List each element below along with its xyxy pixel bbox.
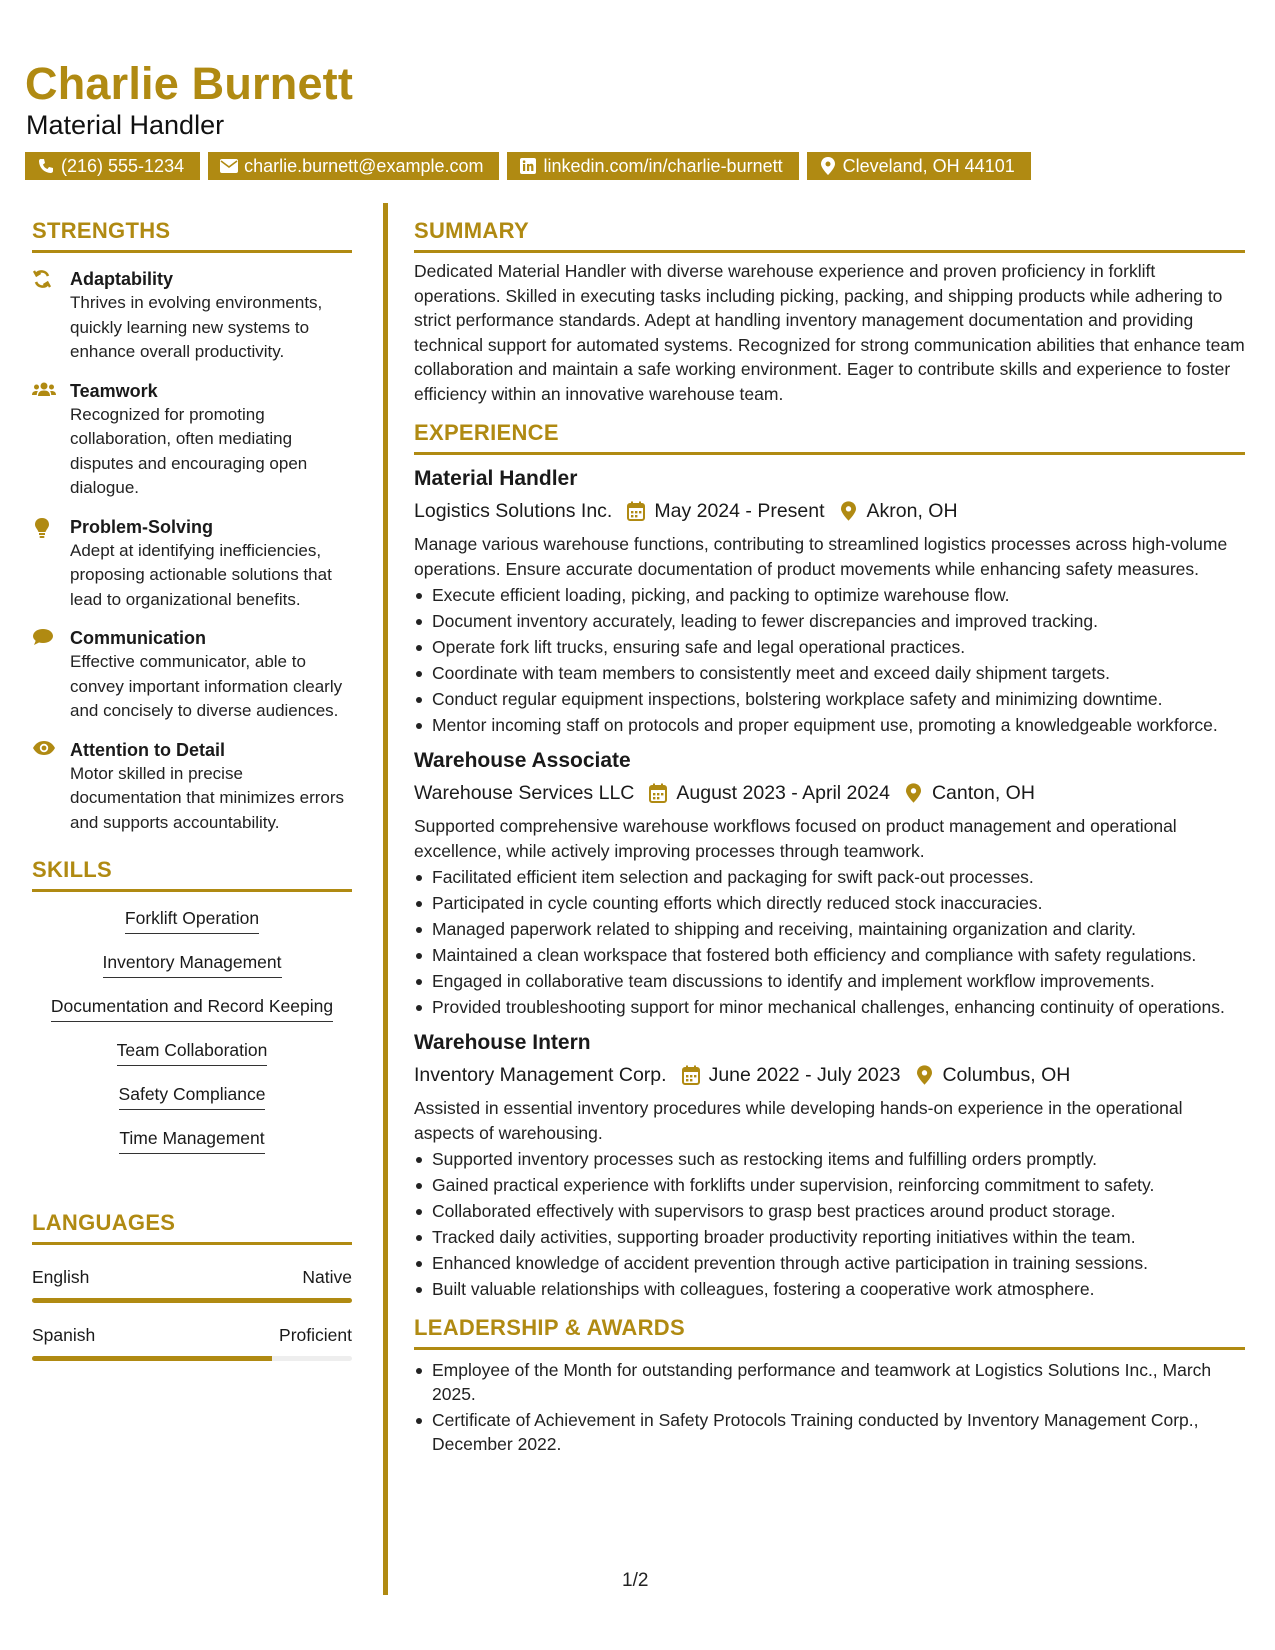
job-meta: [414, 1061, 1245, 1089]
job-bullet: Engaged in collaborative team discussions to identify and implement workflow improvements.: [414, 969, 1245, 993]
phone-icon: [37, 157, 55, 175]
strength-title: Attention to Detail: [70, 739, 225, 760]
contact-linkedin-text: linkedin.com/in/charlie-burnett: [543, 156, 783, 176]
calendar-icon: [646, 783, 670, 803]
job-bullet: Participated in cycle counting efforts which directly reduced stock inaccuracies.: [414, 891, 1245, 915]
strength-item: [32, 738, 352, 836]
job-company: Warehouse Services LLC: [414, 782, 635, 804]
summary-rule: [414, 250, 1245, 253]
job-bullet: Managed paperwork related to shipping and receiving, maintaining organization and clarity.: [414, 917, 1245, 941]
language-level: Proficient: [279, 1325, 352, 1345]
job-dates: June 2022 - July 2023: [708, 1064, 901, 1086]
experience-rule: [414, 452, 1245, 455]
job-bullet: Enhanced knowledge of accident prevention through active participation in training sessions.: [414, 1251, 1245, 1275]
job-location: Columbus, OH: [942, 1064, 1071, 1086]
awards-list: [414, 1358, 1245, 1456]
contact-phone[interactable]: [25, 152, 200, 180]
skill-item: Documentation and Record Keeping: [51, 994, 333, 1022]
strength-item: [32, 626, 352, 724]
strength-desc: Adept at identifying inefficiencies, proposing actionable solutions that lead to organizational benefits.: [70, 540, 332, 609]
strength-title: Communication: [70, 628, 207, 648]
job-entry: [414, 465, 1245, 737]
language-item: [32, 1267, 352, 1303]
job-company: Inventory Management Corp.: [414, 1064, 667, 1086]
skill-item: Inventory Management: [103, 950, 282, 978]
languages-rule: [32, 1242, 352, 1245]
job-bullet: Collaborated effectively with supervisors to grasp best practices around product storage.: [414, 1199, 1245, 1223]
job-entry: [414, 747, 1245, 1019]
job-bullet: Execute efficient loading, picking, and packing to optimize warehouse flow.: [414, 583, 1245, 607]
strength-desc: Thrives in evolving environments, quickly learning new systems to enhance overall productivity.: [70, 293, 323, 361]
skill-item: Forklift Operation: [125, 906, 259, 934]
sync-icon: [32, 267, 70, 365]
contact-bar: [25, 152, 1031, 180]
job-bullets: [414, 583, 1245, 737]
job-bullet: Supported inventory processes such as restocking items and fulfilling orders promptly.: [414, 1147, 1245, 1171]
strength-desc: Effective communicator, able to convey important information clearly and concisely to diverse audiences.: [70, 652, 343, 720]
job-bullet: Tracked daily activities, supporting broader productivity reporting initiatives within the team.: [414, 1225, 1245, 1249]
candidate-role: Material Handler: [26, 110, 225, 140]
map-pin-icon: [902, 783, 926, 803]
job-dates: May 2024 - Present: [654, 500, 825, 522]
awards-rule: [414, 1347, 1245, 1350]
map-pin-icon: [912, 1065, 936, 1085]
contact-location[interactable]: [807, 152, 1031, 180]
languages-heading: LANGUAGES: [32, 1210, 176, 1235]
contact-email-text: charlie.burnett@example.com: [244, 156, 484, 176]
linkedin-icon: [519, 157, 537, 175]
contact-location-text: Cleveland, OH 44101: [842, 156, 1015, 176]
strengths-rule: [32, 250, 352, 253]
job-bullet: Built valuable relationships with colleagues, fostering a cooperative work atmosphere.: [414, 1277, 1245, 1301]
candidate-name: Charlie Burnett: [25, 58, 354, 109]
job-dates: August 2023 - April 2024: [676, 782, 890, 804]
strength-desc: Recognized for promoting collaboration, often mediating disputes and encouraging open dialogue.: [70, 404, 308, 497]
right-column: [414, 218, 1245, 1458]
job-bullet: Operate fork lift trucks, ensuring safe and legal operational practices.: [414, 635, 1245, 659]
skill-item: Safety Compliance: [119, 1082, 266, 1110]
strength-title: Teamwork: [70, 380, 158, 401]
calendar-icon: [624, 501, 648, 521]
strength-title: Adaptability: [70, 269, 174, 289]
job-bullet: Provided troubleshooting support for minor mechanical challenges, enhancing continuity of operations.: [414, 995, 1245, 1019]
envelope-icon: [220, 157, 238, 175]
language-proficiency-bar: [32, 1356, 352, 1361]
speech-bubble-icon: [32, 626, 70, 724]
left-column: [32, 218, 352, 1361]
award-item: Certificate of Achievement in Safety Protocols Training conducted by Inventory Management Corp., December 2022.: [414, 1408, 1245, 1456]
calendar-icon: [679, 1065, 703, 1085]
skills-heading: SKILLS: [32, 857, 113, 882]
job-title: Warehouse Associate: [414, 749, 631, 772]
job-bullets: [414, 865, 1245, 1019]
summary-heading: SUMMARY: [414, 218, 529, 243]
job-bullet: Maintained a clean workspace that fostered both efficiency and compliance with safety regulations.: [414, 943, 1245, 967]
job-bullets: [414, 1147, 1245, 1301]
job-bullet: Coordinate with team members to consistently meet and exceed daily shipment targets.: [414, 661, 1245, 685]
language-name: English: [32, 1267, 90, 1287]
awards-heading: LEADERSHIP & AWARDS: [414, 1315, 685, 1340]
strength-item: [32, 515, 352, 613]
skills-list: [32, 906, 352, 1170]
page-number: 1/2: [622, 1570, 649, 1591]
language-proficiency-fill: [32, 1356, 272, 1361]
job-bullet: Facilitated efficient item selection and packaging for swift pack-out processes.: [414, 865, 1245, 889]
contact-linkedin[interactable]: [507, 152, 798, 180]
skill-item: Team Collaboration: [117, 1038, 268, 1066]
language-name: Spanish: [32, 1325, 96, 1345]
language-proficiency-bar: [32, 1298, 352, 1303]
column-divider: [383, 203, 388, 1595]
users-icon: [32, 379, 70, 501]
job-location: Akron, OH: [866, 500, 958, 522]
language-level: Native: [302, 1267, 352, 1287]
experience-heading: EXPERIENCE: [414, 420, 559, 445]
job-bullet: Document inventory accurately, leading to fewer discrepancies and improved tracking.: [414, 609, 1245, 633]
award-item: Employee of the Month for outstanding performance and teamwork at Logistics Solutions Inc., March 2025.: [414, 1358, 1245, 1406]
job-bullet: Gained practical experience with forklifts under supervision, reinforcing commitment to safety.: [414, 1173, 1245, 1197]
language-proficiency-fill: [32, 1298, 352, 1303]
job-description: Manage various warehouse functions, contributing to streamlined logistics processes across high-volume operations. Ensure accurate documentation of product movements while enhancing safety measures.: [414, 534, 1228, 579]
map-pin-icon: [837, 501, 861, 521]
skills-rule: [32, 889, 352, 892]
job-location: Canton, OH: [931, 782, 1035, 804]
strength-desc: Motor skilled in precise documentation that minimizes errors and supports accountability.: [70, 763, 345, 832]
job-meta: [414, 779, 1245, 807]
job-description: Supported comprehensive warehouse workflows focused on product management and operational excellence, while actively improving processes through teamwork.: [414, 816, 1177, 861]
strength-title: Problem-Solving: [70, 516, 214, 537]
lightbulb-icon: [32, 515, 70, 613]
map-pin-icon: [819, 157, 837, 175]
job-description: Assisted in essential inventory procedures while developing hands-on experience in the operational aspects of warehousing.: [414, 1098, 1183, 1143]
strength-item: [32, 379, 352, 501]
job-bullet: Conduct regular equipment inspections, bolstering workplace safety and minimizing downtime.: [414, 687, 1245, 711]
job-title: Material Handler: [414, 467, 578, 490]
job-company: Logistics Solutions Inc.: [414, 500, 613, 522]
job-title: Warehouse Intern: [414, 1031, 591, 1054]
contact-email[interactable]: [208, 152, 499, 180]
job-bullet: Mentor incoming staff on protocols and proper equipment use, promoting a knowledgeable workforce.: [414, 713, 1245, 737]
contact-phone-text: (216) 555-1234: [61, 156, 185, 176]
skill-item: Time Management: [119, 1126, 264, 1154]
job-entry: [414, 1029, 1245, 1301]
strengths-heading: STRENGTHS: [32, 218, 171, 243]
strength-item: [32, 267, 352, 365]
language-item: [32, 1325, 352, 1361]
summary-text: Dedicated Material Handler with diverse warehouse experience and proven proficiency in forklift operations. Skilled in executing tasks including picking, packing, and shipping products while adhering to strict performance standards. Adept at handling inventory management documentation and providing technical support for automated systems. Recognized for strong communication abilities that enhance team collaboration and maintain a safe working environment. Eager to contribute skills and experience to foster efficiency within an innovative warehouse team.: [414, 261, 1245, 404]
eye-icon: [32, 738, 70, 836]
job-meta: [414, 497, 1245, 525]
